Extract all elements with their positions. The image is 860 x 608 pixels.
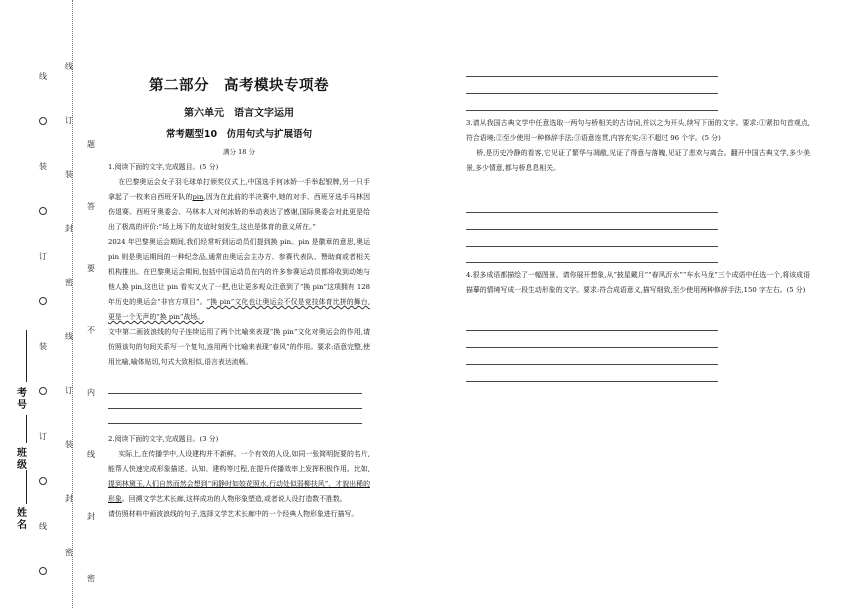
seal-character: 答	[87, 202, 95, 211]
q1-wavy-sentence: “换 pin”文化也让奥运会不仅是竞技体育比拼的舞台,更是一个无声的“换 pin”战场。	[108, 298, 371, 321]
q2-underlined-sentence: 提到林黛玉,人们自然而然会想到“闲静时如姣花照水,行动处似弱柳扶风”、才貌出稀的形象	[108, 480, 370, 503]
q4-answer-line-2[interactable]	[466, 347, 718, 348]
question-2-stem: 2.阅读下面的文字,完成题目。(3 分)	[108, 435, 219, 443]
question-1-instruction: 文中第二画波浪线的句子连续运用了两个比喻来表现“换 pin”文化对奥运会的作用,请仿照该句的句间关系写一个复句,连用两个比喻来表现“春风”的作用。要求:语意完整,使用比喻,喻体贴切,句式大致相似,语言表达流畅。	[108, 328, 370, 366]
seal-circle	[36, 387, 50, 395]
class-label: 班级	[17, 448, 27, 471]
seal-character: 密	[65, 548, 73, 557]
q1-p1-text-a: 在巴黎奥运会女子羽毛球单打颁奖仪式上,中国选手何冰娇一手举起银牌,另一只手拿起了一枚来自西班牙队的	[108, 178, 370, 201]
full-score: 满分 18 分	[223, 148, 255, 156]
q4-answer-line-4[interactable]	[466, 381, 718, 382]
seal-character: 装	[39, 342, 47, 351]
seal-circle	[36, 117, 50, 125]
class-line	[26, 415, 27, 443]
question-4	[466, 268, 810, 298]
unit-title: 第六单元 语言文字运用	[184, 108, 294, 119]
q1-answer-line-2[interactable]	[108, 408, 362, 409]
seal-character: 不	[87, 326, 95, 335]
question-type-title: 常考题型10 仿用句式与扩展语句	[165, 129, 313, 140]
student-id-label: 考号	[17, 388, 27, 411]
part-title: 第二部分 高考模块专项卷	[149, 78, 329, 94]
seal-character: 题	[87, 140, 95, 149]
seal-character: 密	[87, 574, 95, 583]
name-line	[26, 470, 27, 504]
seal-character: 订	[65, 116, 73, 125]
question-2-paragraph	[108, 447, 370, 507]
q3-answer-line-1[interactable]	[466, 212, 718, 213]
seal-character: 装	[39, 162, 47, 171]
q3-answer-line-4[interactable]	[466, 262, 718, 263]
seal-character: 内	[87, 388, 95, 397]
question-1-paragraph-1	[108, 175, 370, 235]
seal-character: 封	[65, 494, 73, 503]
seal-character: 要	[87, 264, 95, 273]
seal-character: 订	[65, 386, 73, 395]
seal-character: 订	[39, 252, 47, 261]
q1-p2-text: 2024 年巴黎奥运会期间,我们经常听到运动员们提到换 pin。pin 是徽章的意思,奥运 pin 则是奥运期间的一种纪念品,通常由奥运会主办方、参赛代表队、赞助商或者相关机构推出。在巴黎奥运会期间,包括中国运动员在内的许多参赛运动员都将收到动她与他人换 pin,这也让 pin 看实又火了一把,也让更多观众注意到了“换 pin”这项拥有 128 年历史的奥运会“非官方项目”。	[108, 238, 370, 306]
seal-character: 线	[87, 450, 95, 459]
seal-character: 封	[87, 512, 95, 521]
q3-answer-line-2[interactable]	[466, 229, 718, 230]
question-1-paragraph-2	[108, 235, 370, 325]
student-id-line	[26, 330, 27, 382]
seal-circle	[36, 207, 50, 215]
question-3-stem: 3.请从我国古典文学中任意选取一两句与桥相关的古诗词,并以之为开头,续写下面的文字。要求:①紧扣句首观点,符合语境;②至少使用一种修辞手法;③语意连贯,内容充实;④不超过 96 个字。(5 分)	[466, 119, 810, 142]
seal-character: 装	[65, 440, 73, 449]
q4-answer-line-3[interactable]	[466, 364, 718, 365]
question-1-stem: 1.阅读下面的文字,完成题目。(5 分)	[108, 163, 219, 171]
q1-p1-text-b: ,因为在此前的半决赛中,她的对手、西班牙选手马林因伤退赛。西班牙奥委会、马林本人对何冰娇的举动表达了感谢,国际奥委会对此更是给出了极高的评价:“场上场下的友谊时刻发生,这也是体育的意义所在。”	[108, 193, 370, 231]
q2-answer-line-1[interactable]	[466, 76, 718, 77]
q1-answer-line-1[interactable]	[108, 393, 362, 394]
seal-circle	[36, 477, 50, 485]
seal-character: 线	[65, 332, 73, 341]
seal-character: 封	[65, 224, 73, 233]
q1-p1-pin: pin	[192, 193, 204, 201]
question-2-instruction: 请仿照材料中画波浪线的句子,选择文学艺术长廊中的一个经典人物形象进行描写。	[108, 510, 359, 518]
seal-character: 订	[39, 432, 47, 441]
seal-character: 密	[65, 278, 73, 287]
q2-answer-line-3[interactable]	[466, 110, 718, 111]
seal-character: 装	[65, 170, 73, 179]
binding-dotted-line	[72, 0, 73, 608]
q1-answer-line-3[interactable]	[108, 423, 362, 424]
q3-answer-line-3[interactable]	[466, 246, 718, 247]
question-4-stem: 4.很多成语都描绘了一幅图景。请你展开想象,从“披星戴月”“春风沂水”“车水马龙”三个成语中任选一个,将该成语描摹的情境写成一段生动形象的文字。要求:符合成语意义,描写细致,至少使用两种修辞手法,150 字左右。(5 分)	[466, 271, 810, 294]
question-2	[108, 432, 370, 522]
question-1	[108, 160, 370, 370]
name-label: 姓名	[17, 508, 27, 531]
seal-character: 线	[39, 72, 47, 81]
q4-answer-line-1[interactable]	[466, 330, 718, 331]
seal-circle	[36, 567, 50, 575]
question-3	[466, 116, 810, 176]
q2-text-b: 。回溯文学艺术长廊,这样成功的人物形象塑造,或者说人设打造数不胜数。	[121, 495, 347, 503]
q2-text-a: 实际上,在传播学中,人设建构并不新鲜。一个有效的人设,如同一张简明扼要的名片,能帮人快速完成形象描述、认知、建构等过程,在提升传播效率上发挥积极作用。比如,	[108, 450, 370, 473]
seal-character: 线	[65, 62, 73, 71]
seal-circle	[36, 297, 50, 305]
question-3-text: 桥,是历史冷静的看客,它见证了繁华与凋敝,见证了得意与落魄,见证了悲欢与离合。翻开中国古典文学,多少美景,多少情意,都与桥息息相关。	[466, 149, 810, 172]
seal-character: 线	[39, 522, 47, 531]
q2-answer-line-2[interactable]	[466, 93, 718, 94]
